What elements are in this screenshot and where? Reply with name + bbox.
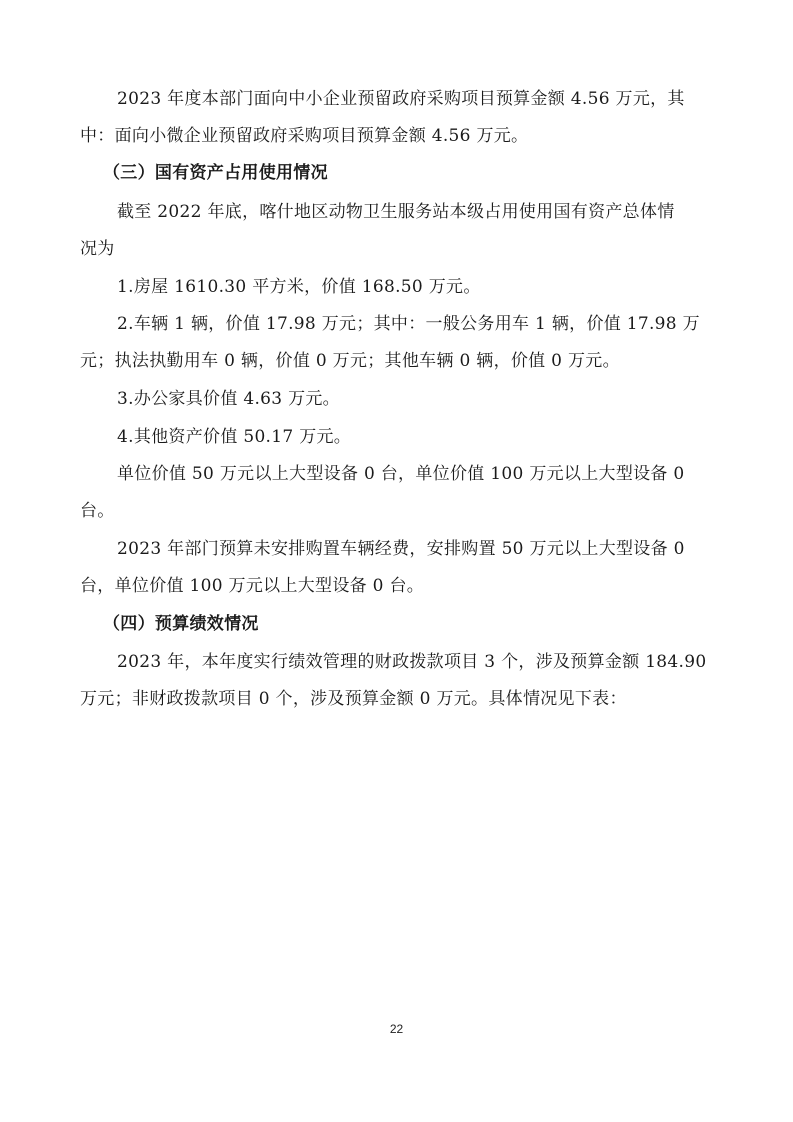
paragraph-procurement-line1: 2023 年度本部门面向中小企业预留政府采购项目预算金额 4.56 万元，其	[117, 89, 685, 109]
paragraph-performance-line1: 2023 年，本年度实行绩效管理的财政拨款项目 3 个，涉及预算金额 184.90	[117, 652, 707, 672]
list-item-vehicles-line2: 元；执法执勤用车 0 辆，价值 0 万元；其他车辆 0 辆，价值 0 万元。	[80, 351, 620, 371]
paragraph-assets-intro-line1: 截至 2022 年底，喀什地区动物卫生服务站本级占用使用国有资产总体情	[117, 202, 675, 222]
paragraph-procurement-line2: 中：面向小微企业预留政府采购项目预算金额 4.56 万元。	[80, 126, 529, 146]
paragraph-assets-intro-line2: 况为	[80, 239, 115, 259]
paragraph-equipment-line1: 单位价值 50 万元以上大型设备 0 台，单位价值 100 万元以上大型设备 0	[117, 464, 685, 484]
paragraph-budget-vehicles-line2: 台，单位价值 100 万元以上大型设备 0 台。	[80, 576, 425, 596]
paragraph-performance-line2: 万元；非财政拨款项目 0 个，涉及预算金额 0 万元。具体情况见下表：	[80, 689, 627, 709]
list-item-other-assets: 4.其他资产价值 50.17 万元。	[117, 427, 352, 447]
paragraph-equipment-line2: 台。	[80, 501, 115, 521]
list-item-buildings: 1.房屋 1610.30 平方米，价值 168.50 万元。	[117, 277, 481, 297]
list-item-furniture: 3.办公家具价值 4.63 万元。	[117, 389, 340, 409]
section-heading-assets: （三）国有资产占用使用情况	[103, 163, 328, 183]
section-heading-performance: （四）预算绩效情况	[103, 614, 259, 634]
list-item-vehicles-line1: 2.车辆 1 辆，价值 17.98 万元；其中：一般公务用车 1 辆，价值 17.98 万	[117, 314, 700, 334]
page-number: 22	[389, 1022, 404, 1036]
paragraph-budget-vehicles-line1: 2023 年部门预算未安排购置车辆经费，安排购置 50 万元以上大型设备 0	[117, 539, 685, 559]
